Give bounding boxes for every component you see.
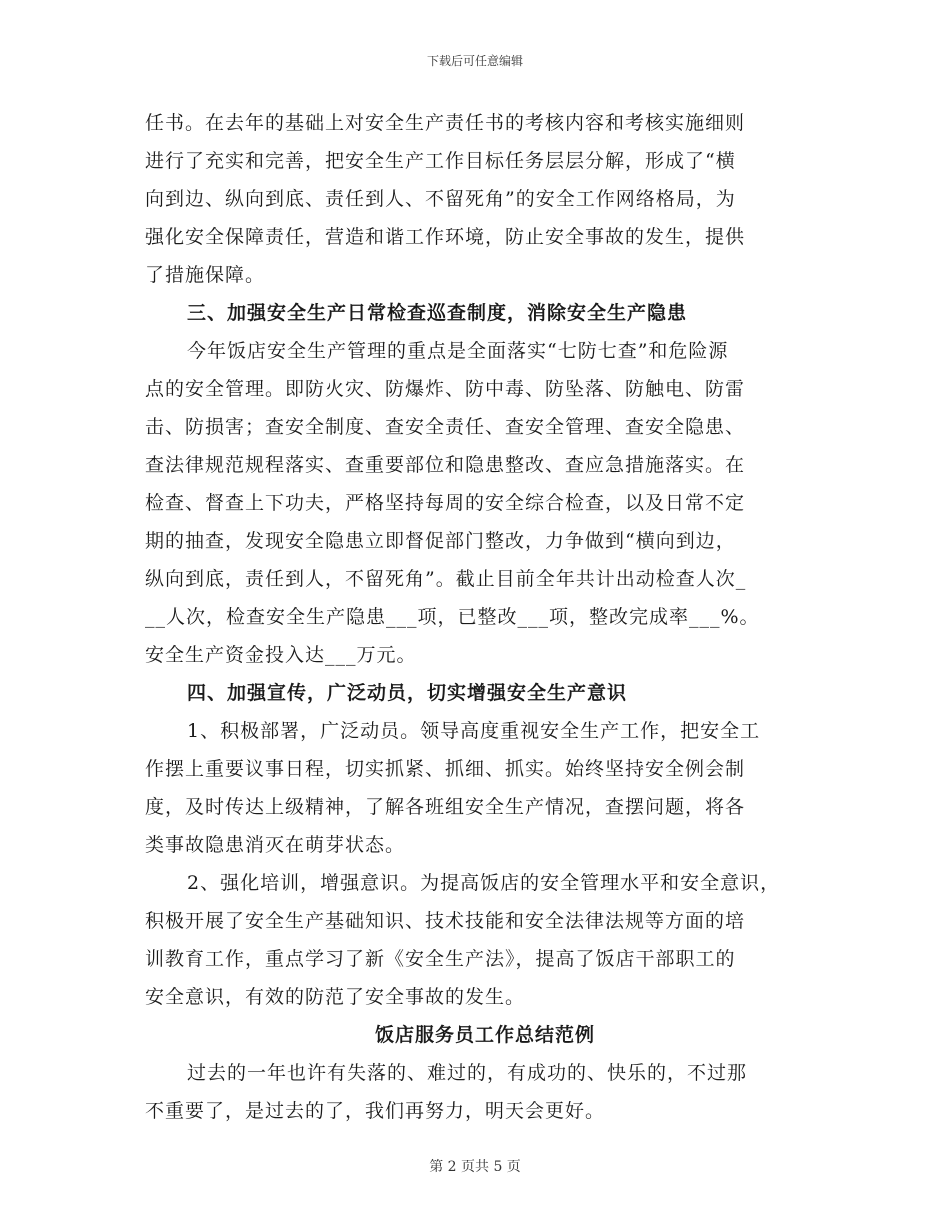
paragraph-line: 了措施保障。 <box>145 264 266 286</box>
section-heading-4: 四、加强宣传，广泛动员，切实增强安全生产意识 <box>187 682 628 704</box>
paragraph-line: 安全意识，有效的防范了安全事故的发生。 <box>145 986 526 1008</box>
paragraph-line: 2、强化培训，增强意识。为提高饭店的安全管理水平和安全意识， <box>187 872 781 894</box>
page-header: 下载后可任意编辑 <box>426 54 523 68</box>
paragraph-line: 1、积极部署，广泛动员。领导高度重视安全生产工作，把安全工 <box>187 720 761 742</box>
document-body <box>145 104 825 1130</box>
paragraph-line: 作摆上重要议事日程，切实抓紧、抓细、抓实。始终坚持安全例会制 <box>145 758 746 780</box>
paragraph-line: 击、防损害；查安全制度、查安全责任、查安全管理、查安全隐患、 <box>145 416 746 438</box>
document-title: 饭店服务员工作总结范例 <box>374 1024 595 1046</box>
paragraph-line: 度，及时传达上级精神，了解各班组安全生产情况，查摆问题，将各 <box>145 796 746 818</box>
paragraph-line: 进行了充实和完善，把安全生产工作目标任务层层分解，形成了“横 <box>145 150 736 172</box>
page-footer: 第 2 页共 5 页 <box>429 1159 521 1175</box>
paragraph-line: 过去的一年也许有失落的、难过的，有成功的、快乐的，不过那 <box>187 1062 748 1084</box>
paragraph-line: 期的抽查，发现安全隐患立即督促部门整改，力争做到“横向到边， <box>145 530 736 552</box>
paragraph-line: 点的安全管理。即防火灾、防爆炸、防中毒、防坠落、防触电、防雷 <box>145 378 746 400</box>
paragraph-line: 类事故隐患消灭在萌芽状态。 <box>145 834 406 856</box>
paragraph-line: 强化安全保障责任，营造和谐工作环境，防止安全事故的发生，提供 <box>145 226 746 248</box>
paragraph-line: 向到边、纵向到底、责任到人、不留死角”的安全工作网络格局，为 <box>145 188 736 210</box>
paragraph-line: 纵向到底，责任到人，不留死角”。截止目前全年共计出动检查人次_ <box>145 568 747 590</box>
paragraph-line: 不重要了，是过去的了，我们再努力，明天会更好。 <box>145 1100 606 1122</box>
paragraph-line: 任书。在去年的基础上对安全生产责任书的考核内容和考核实施细则 <box>145 112 746 134</box>
paragraph-line: 积极开展了安全生产基础知识、技术技能和安全法律法规等方面的培 <box>145 910 746 932</box>
paragraph-line: 今年饭店安全生产管理的重点是全面落实“七防七查”和危险源 <box>187 340 729 362</box>
paragraph-line: 检查、督查上下功夫，严格坚持每周的安全综合检查，以及日常不定 <box>145 492 746 514</box>
paragraph-line: 安全生产资金投入达___万元。 <box>145 644 417 666</box>
paragraph-line: 训教育工作，重点学习了新《安全生产法》，提高了饭店干部职工的 <box>145 948 736 970</box>
section-heading-3: 三、加强安全生产日常检查巡查制度，消除安全生产隐患 <box>187 302 688 324</box>
paragraph-line: 查法律规范规程落实、查重要部位和隐患整改、查应急措施落实。在 <box>145 454 746 476</box>
paragraph-line: __人次，检查安全生产隐患___项，已整改___项，整改完成率___%。 <box>145 606 760 628</box>
